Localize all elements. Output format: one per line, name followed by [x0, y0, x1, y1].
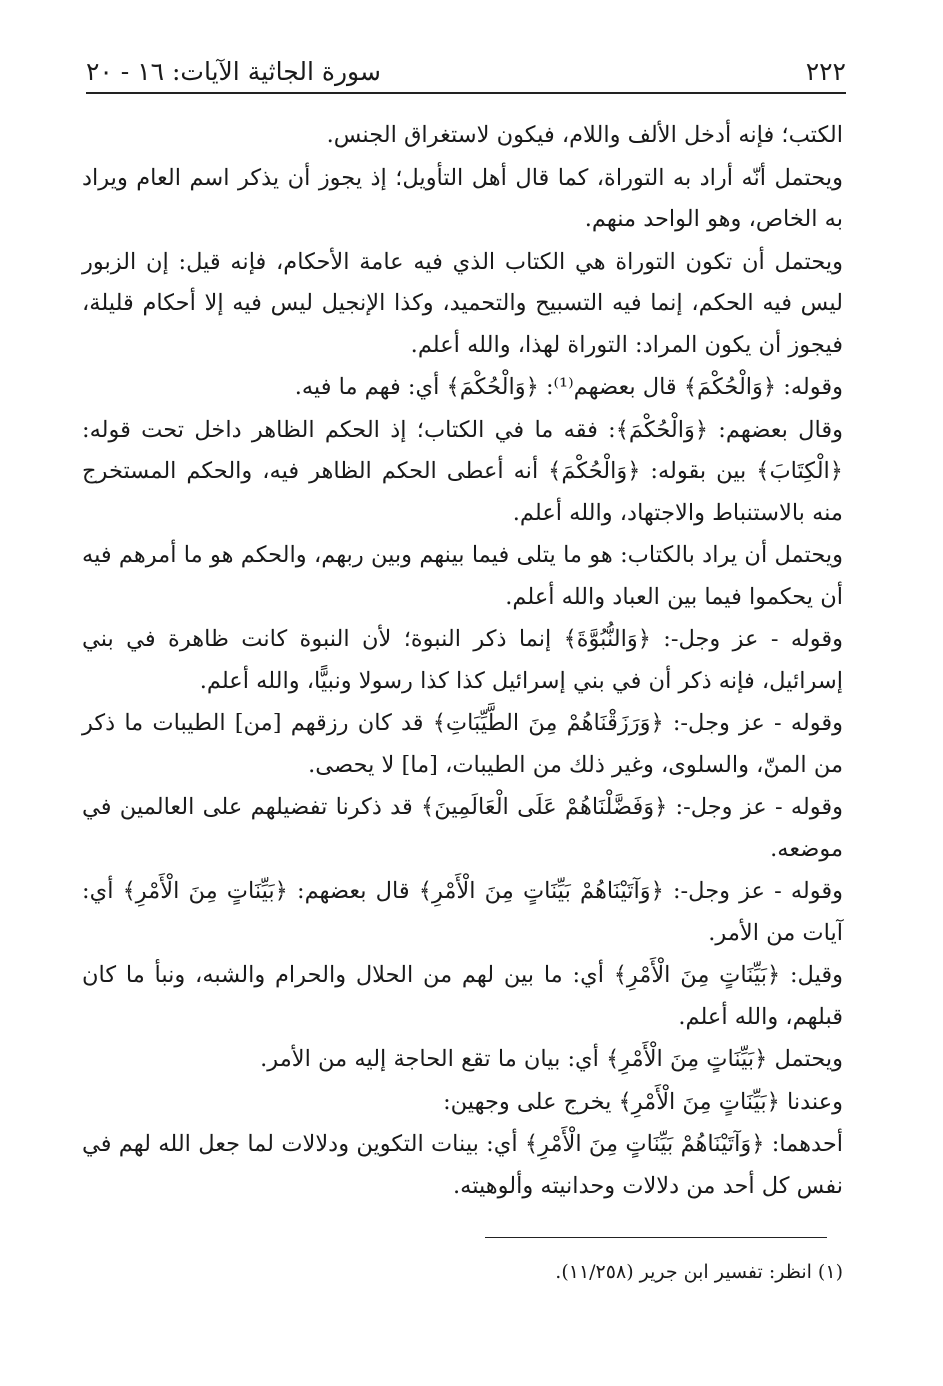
paragraph: ويحتمل ﴿بَيِّنَاتٍ مِنَ الْأَمْرِ﴾ أي: بيان ما تقع الحاجة إليه من الأمر. [260, 1046, 843, 1072]
page-number: ٢٢٢ [805, 57, 846, 86]
footnote: (١) انظر: تفسير ابن جرير (١١/٢٥٨). [555, 1261, 843, 1283]
paragraph: ويحتمل أن تكون التوراة هي الكتاب الذي فيه عامة الأحكام، فإنه قيل: إن الزبور ليس فيه الحكم، إنما فيه التسبيح والتحميد، وكذا الإنجيل ليس فيه إلا أحكام قليلة، فيجوز أن يكون المراد: التوراة لهذا، والله أعلم. [82, 248, 843, 358]
footnote-divider [485, 1237, 827, 1238]
paragraph: وقيل: ﴿بَيِّنَاتٍ مِنَ الْأَمْرِ﴾ أي: ما بين لهم من الحلال والحرام والشبه، ونبأ ما كان قبلهم، والله أعلم. [82, 962, 843, 1030]
main-text [82, 115, 843, 1208]
running-title: سورة الجاثية الآيات: ١٦ - ٢٠ [86, 57, 381, 86]
paragraph: وقوله - عز وجل-: ﴿وَفَضَّلْنَاهُمْ عَلَى الْعَالَمِينَ﴾ قد ذكرنا تفضيلهم على العالمين في موضعه. [82, 794, 843, 862]
paragraph: وعندنا ﴿بَيِّنَاتٍ مِنَ الْأَمْرِ﴾ يخرج على وجهين: [443, 1088, 843, 1115]
paragraph: وقوله - عز وجل-: ﴿وَالنُّبُوَّةَ﴾ إنما ذكر النبوة؛ لأن النبوة كانت ظاهرة في بني إسرائيل، فإنه ذكر أن في بني إسرائيل كذا كذا رسولا ونبيًّا، والله أعلم. [82, 626, 843, 694]
paragraph: أحدهما: ﴿وَآتَيْنَاهُمْ بَيِّنَاتٍ مِنَ الْأَمْرِ﴾ أي: بينات التكوين ودلالات لما جعل الله لهم في نفس كل أحد من دلالات وحدانيته وألوهيته. [82, 1131, 843, 1199]
paragraph: الكتب؛ فإنه أدخل الألف واللام، فيكون لاستغراق الجنس. [326, 122, 843, 148]
paragraph: وقوله - عز وجل-: ﴿وَآتَيْنَاهُمْ بَيِّنَاتٍ مِنَ الْأَمْرِ﴾ قال بعضهم: ﴿بَيِّنَاتٍ مِنَ الْأَمْرِ﴾ أي: آيات من الأمر. [82, 878, 843, 946]
paragraph: ويحتمل أنّه أراد به التوراة، كما قال أهل التأويل؛ إذ يجوز أن يذكر اسم العام ويراد به الخاص، وهو الواحد منهم. [82, 164, 843, 232]
paragraph: وقوله: ﴿وَالْحُكْمَ﴾ قال بعضهم⁽¹⁾: ﴿وَالْحُكْمَ﴾ أي: فهم ما فيه. [294, 374, 843, 400]
paragraph: ويحتمل أن يراد بالكتاب: هو ما يتلى فيما بينهم وبين ربهم، والحكم هو ما أمرهم فيه أن يحكموا فيما بين العباد والله أعلم. [82, 542, 843, 610]
paragraph: وقال بعضهم: ﴿وَالْحُكْمَ﴾: فقه ما في الكتاب؛ إذ الحكم الظاهر داخل تحت قوله: ﴿الْكِتَابَ﴾ بين بقوله: ﴿وَالْحُكْمَ﴾ أنه أعطى الحكم الظاهر فيه، والحكم المستخرج منه بالاستنباط والاجتهاد، والله أعلم. [82, 416, 843, 526]
page-header [86, 52, 846, 94]
paragraph: وقوله - عز وجل-: ﴿وَرَزَقْنَاهُمْ مِنَ الطَّيِّبَاتِ﴾ قد كان رزقهم [من] الطيبات ما ذكر من المنّ، والسلوى، وغير ذلك من الطيبات، [ما] لا يحصى. [82, 710, 843, 778]
